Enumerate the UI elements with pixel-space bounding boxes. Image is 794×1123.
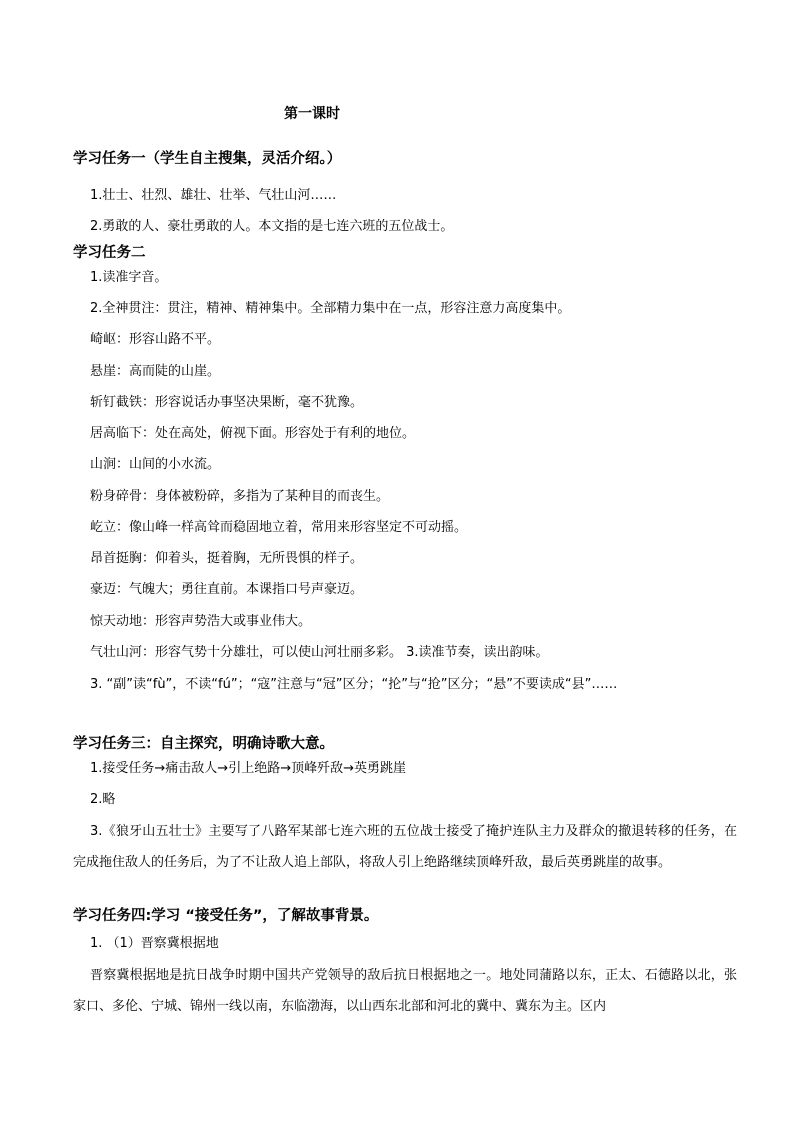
task3-heading: 学习任务三：自主探究，明确诗歌大意。 (73, 736, 334, 752)
task2-item: 1.读准字音。 (90, 270, 168, 285)
task1-item: 2.勇敢的人、豪壮勇敢的人。本文指的是七连六班的五位战士。 (90, 219, 454, 234)
task1-item: 1.壮士、壮烈、雄壮、壮举、气壮山河…… (90, 188, 337, 203)
task2-item: 悬崖：高而陡的山崖。 (90, 364, 221, 379)
task2-item: 2.全神贯注：贯注，精神、精神集中。全部精力集中在一点，形容注意力高度集中。 (90, 301, 571, 316)
task2-note: 3. “副”读“fù”，不读“fú”；“寇”注意与“冠”区分；“抡”与“抢”区分；“悬”不要读成“县”…… (90, 677, 618, 692)
task3-paragraph: 3.《狼牙山五壮士》主要写了八路军某部七连六班的五位战士接受了掩护连队主力及群众的撤退转移的任务，在完成拖住敌人的任务后，为了不让敌人追上部队，将敌人引上绝路继续顶峰歼敌，最后英勇跳崖的故事。 (73, 824, 737, 870)
task4-paragraph: 晋察冀根据地是抗日战争时期中国共产党领导的敌后抗日根据地之一。地处同蒲路以东，正太、石德路以北，张家口、多伦、宁城、锦州一线以南，东临渤海，以山西东北部和河北的冀中、冀东为主。区内 (73, 968, 737, 1014)
task2-item: 斩钉截铁：形容说话办事坚决果断，毫不犹豫。 (90, 395, 364, 410)
task2-item: 屹立：像山峰一样高耸而稳固地立着，常用来形容坚定不可动摇。 (90, 520, 468, 535)
task2-item: 居高临下：处在高处，俯视下面。形容处于有利的地位。 (90, 426, 416, 441)
task1-heading: 学习任务一（学生自主搜集，灵活介绍。） (73, 151, 342, 167)
task2-item: 山涧：山间的小水流。 (90, 457, 221, 472)
task2-heading: 学习任务二 (73, 245, 146, 261)
task2-item: 昂首挺胸：仰着头，挺着胸，无所畏惧的样子。 (90, 551, 364, 566)
task3-item: 1.接受任务→痛击敌人→引上绝路→顶峰歼敌→英勇跳崖 (90, 761, 406, 776)
task3-item: 2.略 (90, 792, 116, 807)
task2-item: 豪迈：气魄大；勇往直前。本课指口号声豪迈。 (90, 582, 364, 597)
task2-item: 惊天动地：形容声势浩大或事业伟大。 (90, 614, 312, 629)
task4-item: 1. （1）晋察冀根据地 (90, 936, 219, 951)
lesson-title: 第一课时 (284, 106, 340, 122)
task2-item: 崎岖：形容山路不平。 (90, 332, 221, 347)
task2-item: 气壮山河：形容气势十分雄壮，可以使山河壮丽多彩。 3.读准节奏，读出韵味。 (90, 645, 549, 660)
task2-item: 粉身碎骨：身体被粉碎，多指为了某种目的而丧生。 (90, 489, 390, 504)
task4-heading: 学习任务四:学习 “接受任务”，了解故事背景。 (73, 908, 379, 924)
